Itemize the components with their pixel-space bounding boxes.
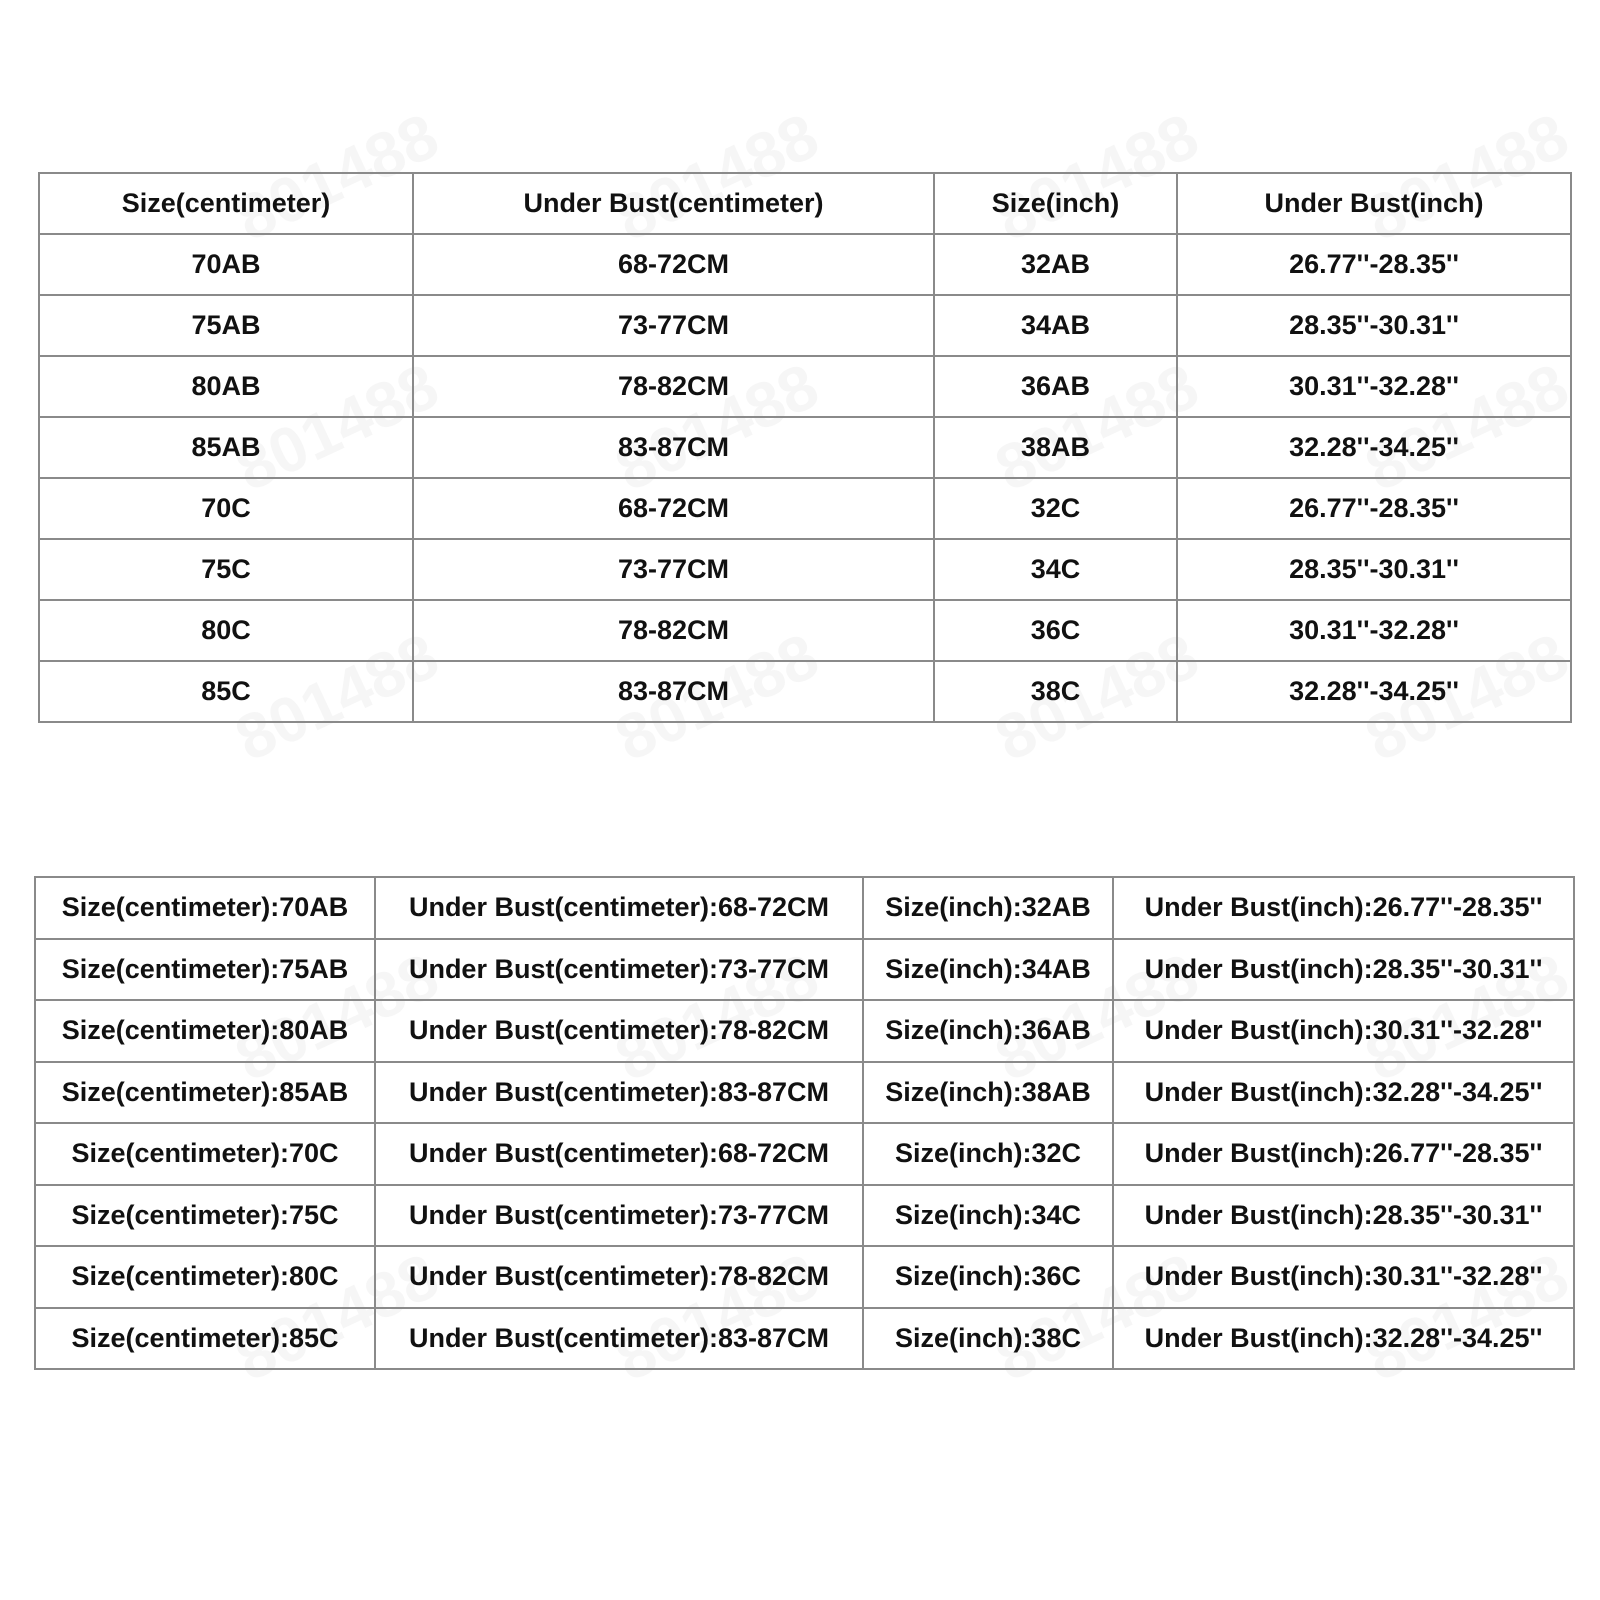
cell-under-bust-inch: 30.31''-32.28'' [1177, 356, 1571, 417]
cell-size-cm: Size(centimeter):85AB [35, 1062, 375, 1124]
cell-size-cm: 75AB [39, 295, 413, 356]
cell-size-inch: 38C [934, 661, 1177, 722]
cell-under-bust-inch: 26.77''-28.35'' [1177, 478, 1571, 539]
cell-under-bust-inch: Under Bust(inch):30.31''-32.28'' [1113, 1000, 1574, 1062]
cell-under-bust-cm: 78-82CM [413, 600, 934, 661]
table-row [35, 1246, 1574, 1308]
cell-size-inch: Size(inch):32AB [863, 877, 1113, 939]
table-row [35, 1062, 1574, 1124]
cell-size-cm: Size(centimeter):85C [35, 1308, 375, 1370]
cell-size-inch: Size(inch):38C [863, 1308, 1113, 1370]
cell-under-bust-cm: 73-77CM [413, 295, 934, 356]
cell-under-bust-inch: 26.77''-28.35'' [1177, 234, 1571, 295]
header-size-cm: Size(centimeter) [39, 173, 413, 234]
cell-size-inch: 36C [934, 600, 1177, 661]
cell-under-bust-cm: Under Bust(centimeter):83-87CM [375, 1062, 863, 1124]
cell-under-bust-cm: Under Bust(centimeter):73-77CM [375, 939, 863, 1001]
table-header-row [39, 173, 1571, 234]
cell-size-cm: 85AB [39, 417, 413, 478]
cell-size-inch: 34C [934, 539, 1177, 600]
size-chart-table [38, 172, 1572, 723]
cell-size-inch: Size(inch):38AB [863, 1062, 1113, 1124]
cell-under-bust-inch: Under Bust(inch):28.35''-30.31'' [1113, 1185, 1574, 1247]
header-size-inch: Size(inch) [934, 173, 1177, 234]
cell-under-bust-cm: 83-87CM [413, 661, 934, 722]
cell-under-bust-inch: 32.28''-34.25'' [1177, 661, 1571, 722]
cell-under-bust-cm: 83-87CM [413, 417, 934, 478]
cell-size-cm: Size(centimeter):70AB [35, 877, 375, 939]
cell-size-cm: 80AB [39, 356, 413, 417]
table-row [39, 539, 1571, 600]
cell-size-inch: 34AB [934, 295, 1177, 356]
table-row [39, 478, 1571, 539]
cell-size-inch: Size(inch):32C [863, 1123, 1113, 1185]
cell-under-bust-cm: Under Bust(centimeter):73-77CM [375, 1185, 863, 1247]
cell-size-inch: Size(inch):34C [863, 1185, 1113, 1247]
table-row [35, 1000, 1574, 1062]
cell-under-bust-cm: Under Bust(centimeter):68-72CM [375, 877, 863, 939]
table-row [39, 661, 1571, 722]
cell-size-cm: 70C [39, 478, 413, 539]
cell-size-inch: Size(inch):34AB [863, 939, 1113, 1001]
cell-under-bust-inch: Under Bust(inch):32.28''-34.25'' [1113, 1062, 1574, 1124]
cell-size-cm: 70AB [39, 234, 413, 295]
cell-under-bust-inch: 28.35''-30.31'' [1177, 295, 1571, 356]
table-row [35, 939, 1574, 1001]
cell-under-bust-cm: Under Bust(centimeter):83-87CM [375, 1308, 863, 1370]
cell-size-cm: Size(centimeter):75C [35, 1185, 375, 1247]
table-row [39, 600, 1571, 661]
cell-size-cm: Size(centimeter):75AB [35, 939, 375, 1001]
table-row [35, 877, 1574, 939]
table-row [39, 295, 1571, 356]
header-under-bust-cm: Under Bust(centimeter) [413, 173, 934, 234]
cell-under-bust-cm: Under Bust(centimeter):78-82CM [375, 1246, 863, 1308]
size-chart-labeled-table [34, 876, 1575, 1370]
cell-under-bust-inch: Under Bust(inch):30.31''-32.28'' [1113, 1246, 1574, 1308]
table-row [35, 1308, 1574, 1370]
cell-under-bust-inch: 28.35''-30.31'' [1177, 539, 1571, 600]
cell-under-bust-inch: Under Bust(inch):32.28''-34.25'' [1113, 1308, 1574, 1370]
table-row [39, 417, 1571, 478]
cell-size-cm: 80C [39, 600, 413, 661]
cell-size-inch: Size(inch):36C [863, 1246, 1113, 1308]
cell-under-bust-cm: 78-82CM [413, 356, 934, 417]
cell-size-cm: Size(centimeter):70C [35, 1123, 375, 1185]
header-under-bust-inch: Under Bust(inch) [1177, 173, 1571, 234]
cell-under-bust-inch: Under Bust(inch):28.35''-30.31'' [1113, 939, 1574, 1001]
table-row [39, 356, 1571, 417]
cell-size-inch: 32C [934, 478, 1177, 539]
cell-under-bust-cm: Under Bust(centimeter):78-82CM [375, 1000, 863, 1062]
cell-under-bust-cm: Under Bust(centimeter):68-72CM [375, 1123, 863, 1185]
cell-size-inch: 38AB [934, 417, 1177, 478]
table-row [39, 234, 1571, 295]
table-row [35, 1123, 1574, 1185]
cell-size-inch: 36AB [934, 356, 1177, 417]
cell-under-bust-cm: 68-72CM [413, 478, 934, 539]
cell-size-cm: 85C [39, 661, 413, 722]
cell-under-bust-inch: Under Bust(inch):26.77''-28.35'' [1113, 1123, 1574, 1185]
cell-size-cm: Size(centimeter):80C [35, 1246, 375, 1308]
cell-under-bust-inch: Under Bust(inch):26.77''-28.35'' [1113, 877, 1574, 939]
cell-size-cm: Size(centimeter):80AB [35, 1000, 375, 1062]
cell-under-bust-cm: 73-77CM [413, 539, 934, 600]
cell-under-bust-inch: 30.31''-32.28'' [1177, 600, 1571, 661]
table-row [35, 1185, 1574, 1247]
cell-size-inch: Size(inch):36AB [863, 1000, 1113, 1062]
cell-size-cm: 75C [39, 539, 413, 600]
cell-under-bust-inch: 32.28''-34.25'' [1177, 417, 1571, 478]
cell-under-bust-cm: 68-72CM [413, 234, 934, 295]
cell-size-inch: 32AB [934, 234, 1177, 295]
